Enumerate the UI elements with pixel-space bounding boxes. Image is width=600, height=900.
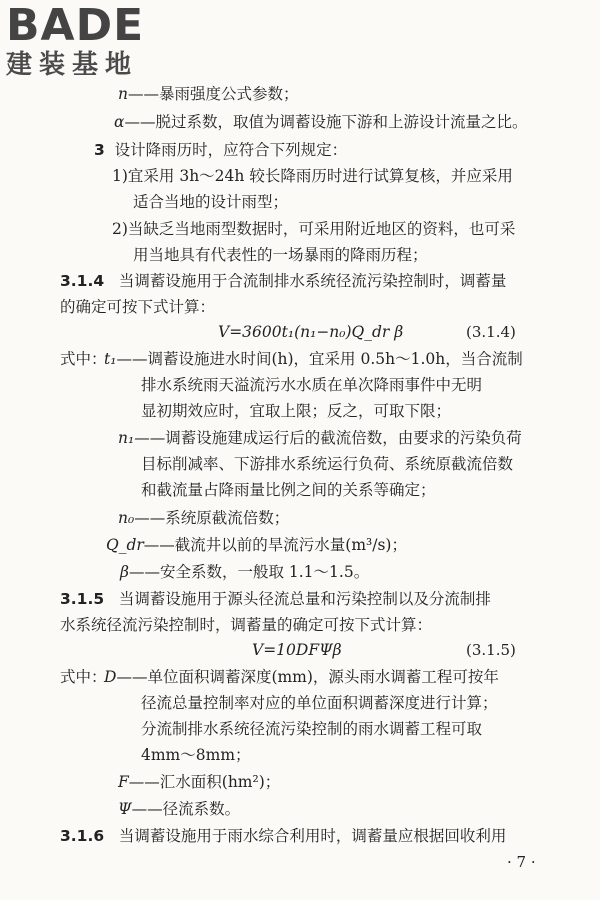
section-3-1-6-heading (60, 826, 506, 846)
where-3-1-4: 式中： (60, 350, 107, 368)
def-d-line1: ——单位面积调蓄深度(mm)，源头雨水调蓄工程可按年 (116, 668, 499, 686)
def-n1-line2: 目标削减率、下游排水系统运行负荷、系统原截流倍数 (141, 455, 514, 473)
equation-3-1-5-number: (3.1.5) (466, 641, 516, 659)
def-n0-text: ——系统原截流倍数； (134, 509, 290, 527)
def-alpha-text: ——脱过系数，取值为调蓄设施下游和上游设计流量之比。 (124, 113, 528, 131)
def-n1-line3: 和截流量占降雨量比例之间的关系等确定； (141, 481, 436, 499)
where-3-1-5: 式中： (60, 668, 107, 686)
def-alpha (114, 112, 527, 132)
section-3-1-4-heading (60, 271, 506, 291)
section-3-1-6-number: 3.1.6 (60, 827, 105, 845)
def-n-text: ——暴雨强度公式参数； (127, 85, 299, 103)
item-1-line2: 适合当地的设计雨型； (133, 193, 289, 211)
def-qdr-symbol: Q_dr (106, 536, 144, 554)
page-number: · 7 · (507, 853, 536, 871)
def-psi (118, 799, 240, 819)
def-n1 (118, 428, 522, 448)
def-f-text: ——汇水面积(hm²)； (128, 773, 281, 791)
section-3-1-4-text2: 的确定可按下式计算： (60, 298, 216, 316)
def-f-symbol: F (118, 773, 129, 791)
def-n (118, 84, 299, 104)
def-f (118, 772, 280, 792)
logo-wordmark: BADE (6, 0, 145, 51)
equation-3-1-4: V=3600t₁(n₁−n₀)Q_dr β (218, 323, 404, 341)
def-t1-line1: ——调蓄设施进水时间(h)，宜采用 0.5h～1.0h，当合流制 (116, 350, 523, 368)
section-3-1-5-number: 3.1.5 (60, 590, 105, 608)
section-3-1-5-text2: 水系统径流污染控制时，调蓄量的确定可按下式计算： (60, 616, 433, 634)
clause-3-text: 设计降雨历时，应符合下列规定： (114, 141, 348, 159)
item-2-line1: 2)当缺乏当地雨型数据时，可采用附近地区的资料，也可采 (112, 220, 516, 238)
def-qdr-text: ——截流井以前的旱流污水量(m³/s)； (143, 536, 407, 554)
def-n0-symbol: n₀ (118, 509, 135, 527)
def-qdr (106, 535, 407, 555)
section-3-1-4-text: 当调蓄设施用于合流制排水系统径流污染控制时，调蓄量 (118, 272, 507, 290)
equation-3-1-4-number: (3.1.4) (466, 323, 516, 341)
def-t1-line2: 排水系统雨天溢流污水水质在单次降雨事件中无明 (141, 376, 483, 394)
clause-3-number: 3 (94, 141, 105, 159)
def-d-line4: 4mm～8mm； (141, 746, 251, 764)
item-2-line2: 用当地具有代表性的一场暴雨的降雨历程； (133, 246, 428, 264)
section-3-1-5-text: 当调蓄设施用于源头径流总量和污染控制以及分流制排 (118, 590, 491, 608)
def-psi-text: ——径流系数。 (131, 800, 241, 818)
def-n0 (118, 508, 289, 528)
section-3-1-4-number: 3.1.4 (60, 272, 105, 290)
def-psi-symbol: Ψ (118, 800, 132, 818)
item-1-line1: 1)宜采用 3h～24h 较长降雨历时进行试算复核，并应采用 (112, 167, 513, 185)
def-t1 (104, 349, 523, 369)
def-d-symbol: D (104, 668, 117, 686)
logo-subtitle: 建装基地 (6, 50, 139, 80)
def-t1-symbol: t₁ (104, 350, 117, 368)
def-n-symbol: n (118, 85, 128, 103)
def-alpha-symbol: α (114, 113, 125, 131)
def-beta-text: ——安全系数，一般取 1.1～1.5。 (128, 563, 370, 581)
section-3-1-5-heading (60, 589, 491, 609)
def-beta-symbol: β (120, 563, 129, 581)
def-n1-symbol: n₁ (118, 429, 135, 447)
equation-3-1-5: V=10DFΨβ (252, 641, 342, 659)
logo (6, 0, 186, 86)
def-d (104, 667, 499, 687)
def-d-line2: 径流总量控制率对应的单位面积调蓄深度进行计算； (141, 694, 498, 712)
def-n1-line1: ——调蓄设施建成运行后的截流倍数，由要求的污染负荷 (134, 429, 522, 447)
def-t1-line3: 显初期效应时，宜取上限；反之，可取下限； (141, 402, 452, 420)
def-beta (120, 562, 369, 582)
def-d-line3: 分流制排水系统径流污染控制的雨水调蓄工程可取 (141, 720, 483, 738)
section-3-1-6-text: 当调蓄设施用于雨水综合利用时，调蓄量应根据回收利用 (118, 827, 507, 845)
clause-3 (94, 140, 347, 160)
